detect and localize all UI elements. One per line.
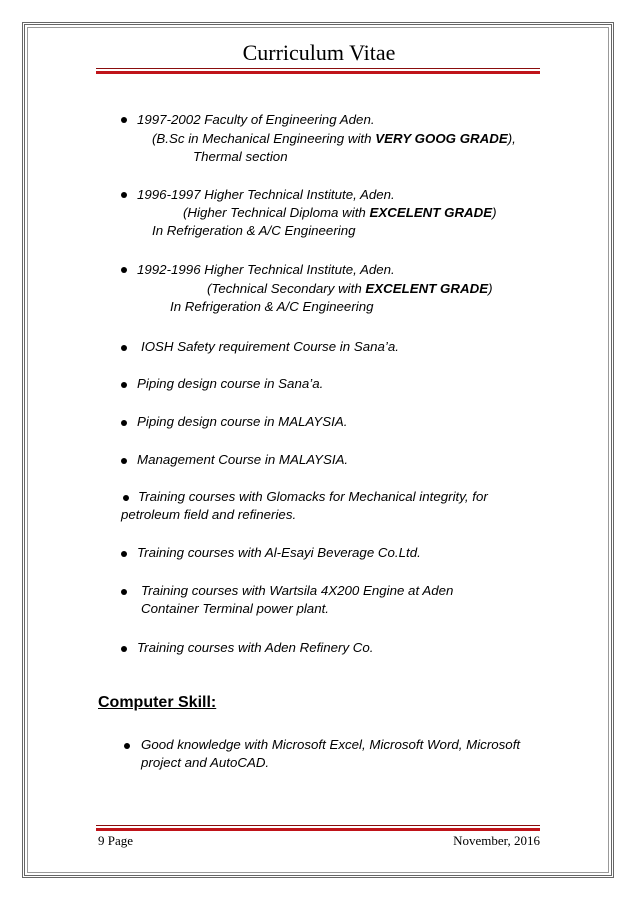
training-aden-refinery: Training courses with Aden Refinery Co. xyxy=(137,640,374,655)
training-alesayi: Training courses with Al-Esayi Beverage Co.Ltd. xyxy=(137,545,421,560)
bullet-icon xyxy=(121,192,127,198)
bullet-icon xyxy=(121,646,127,652)
page-title: Curriculum Vitae xyxy=(242,40,396,65)
education-3-degree: (Technical Secondary with EXCELENT GRADE) xyxy=(207,281,493,296)
bullet-icon xyxy=(121,117,127,123)
course-management: Management Course in MALAYSIA. xyxy=(137,452,349,467)
training-wartsila-line-2: Container Terminal power plant. xyxy=(141,601,329,616)
bullet-icon xyxy=(121,458,127,464)
bullet-icon xyxy=(121,345,127,351)
education-3-main: 1992-1996 Higher Technical Institute, Aden. xyxy=(137,262,395,277)
course-iosh: IOSH Safety requirement Course in Sana’a. xyxy=(141,339,399,354)
footer-rule xyxy=(96,825,540,831)
course-piping-sanaa: Piping design course in Sana’a. xyxy=(137,376,324,391)
training-glomacks-line-1: Training courses with Glomacks for Mechanical integrity, for xyxy=(138,489,488,504)
training-glomacks-line-2: petroleum field and refineries. xyxy=(121,507,297,522)
footer-date: November, 2016 xyxy=(453,833,540,848)
bullet-icon xyxy=(124,743,130,749)
education-2-main: 1996-1997 Higher Technical Institute, Aden. xyxy=(137,187,395,202)
course-piping-malaysia: Piping design course in MALAYSIA. xyxy=(137,414,348,429)
education-2-degree: (Higher Technical Diploma with EXCELENT GRADE) xyxy=(183,205,497,220)
bullet-icon xyxy=(121,382,127,388)
bullet-icon xyxy=(121,267,127,273)
computer-skill-line-1: Good knowledge with Microsoft Excel, Microsoft Word, Microsoft xyxy=(141,737,521,752)
bullet-icon xyxy=(121,551,127,557)
education-1-degree: (B.Sc in Mechanical Engineering with VERY GOOG GRADE), xyxy=(152,131,516,146)
computer-skill-line-2: project and AutoCAD. xyxy=(141,755,270,770)
education-3-section: In Refrigeration & A/C Engineering xyxy=(170,299,374,314)
bullet-icon xyxy=(123,495,129,501)
education-2-section: In Refrigeration & A/C Engineering xyxy=(152,223,356,238)
page-number: 9 Page xyxy=(98,833,134,848)
computer-skill-heading: Computer Skill: xyxy=(98,694,217,711)
training-wartsila-line-1: Training courses with Wartsila 4X200 Engine at Aden xyxy=(141,583,454,598)
bullet-icon xyxy=(121,420,127,426)
education-1-section: Thermal section xyxy=(193,149,288,164)
education-1-main: 1997-2002 Faculty of Engineering Aden. xyxy=(137,112,375,127)
bullet-icon xyxy=(121,589,127,595)
